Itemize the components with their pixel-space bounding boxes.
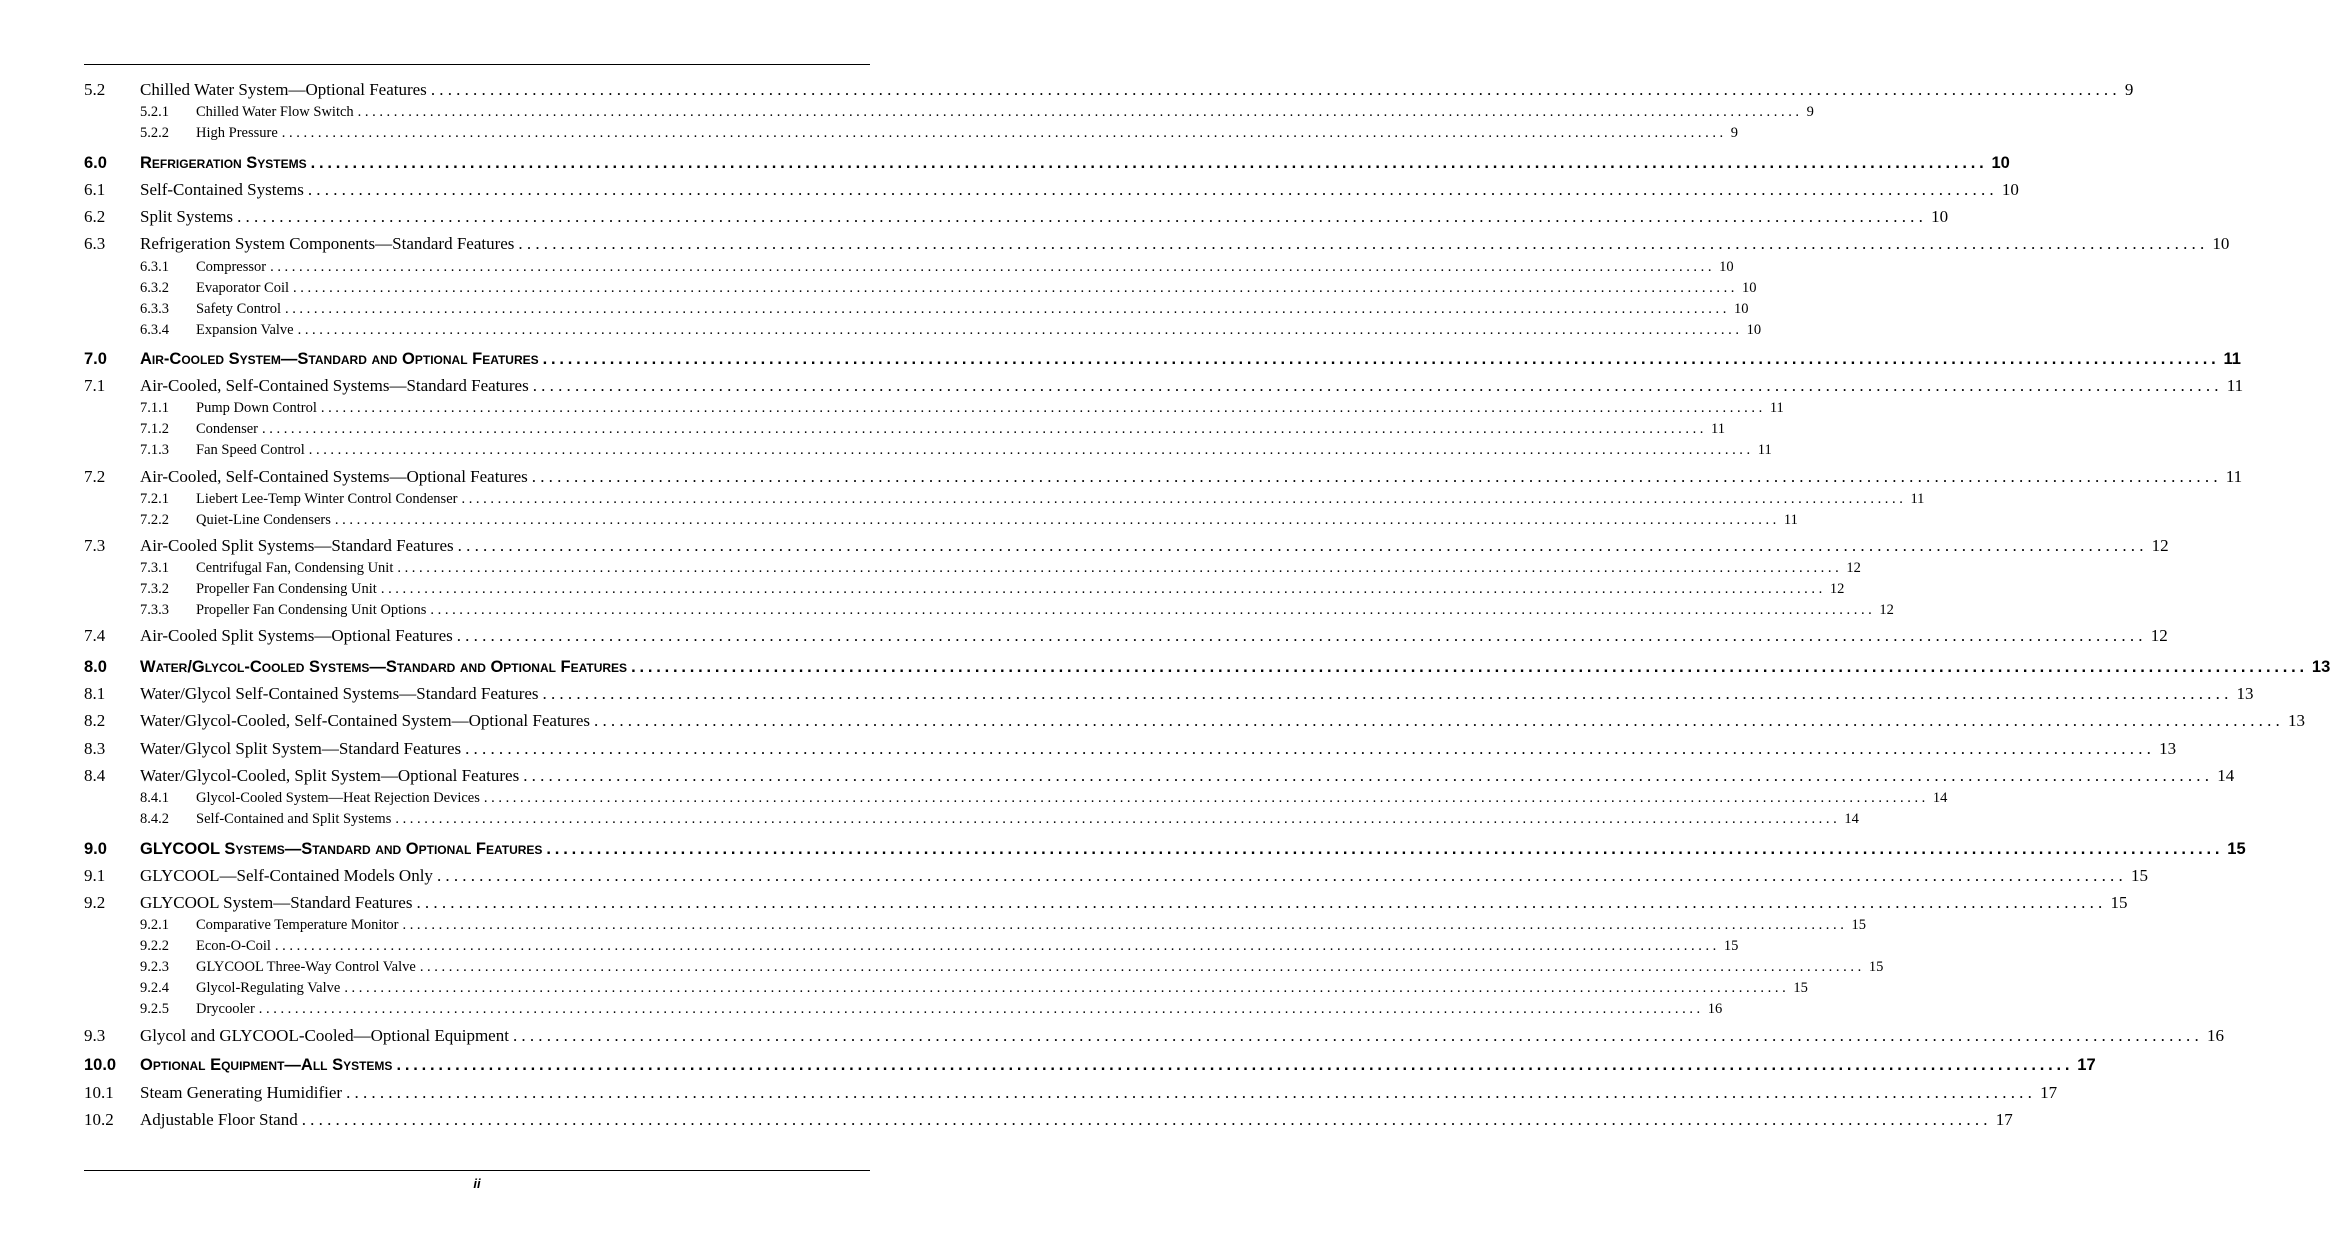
toc-dot-leader: ........................................................................................................................................................................................................: [395, 811, 1841, 827]
toc-dot-leader: ........................................................................................................................................................................................................: [284, 301, 1730, 317]
toc-entry-title: Refrigeration System Components—Standard Features: [140, 234, 515, 253]
toc-dot-leader: ........................................................................................................................................................................................................: [436, 866, 2127, 885]
toc-entry-page: 15: [1851, 917, 1866, 933]
toc-section-entry[interactable]: [84, 711, 2305, 731]
toc-dot-leader: ........................................................................................................................................................................................................: [344, 980, 1790, 996]
toc-entry-number: 7.1: [84, 376, 106, 395]
toc-subsection-entry[interactable]: [84, 811, 1859, 828]
toc-dot-leader: ........................................................................................................................................................................................................: [457, 536, 2148, 555]
toc-section-entry[interactable]: [84, 207, 1949, 227]
toc-entry-page: 11: [1910, 491, 1925, 507]
toc-entry-title: Water/Glycol Split System—Standard Features: [140, 739, 462, 758]
toc-dot-leader: ........................................................................................................................................................................................................: [274, 938, 1720, 954]
toc-entry-page: 16: [2206, 1026, 2224, 1045]
toc-dot-leader: ........................................................................................................................................................................................................: [461, 491, 1907, 507]
toc-entry-number: 7.2.1: [140, 491, 169, 507]
toc-entry-title: Expansion Valve: [196, 322, 294, 338]
toc-section-entry[interactable]: [84, 536, 2169, 556]
toc-entry-page: 13: [2288, 711, 2305, 730]
toc-section-entry[interactable]: [84, 234, 2230, 254]
toc-entry-title: Propeller Fan Condensing Unit Options: [196, 602, 427, 618]
toc-entry-number: 9.1: [84, 866, 106, 885]
toc-section-entry[interactable]: [84, 467, 2243, 487]
toc-subsection-entry[interactable]: [84, 491, 1925, 508]
toc-dot-leader: ........................................................................................................................................................................................................: [456, 626, 2147, 645]
toc-entry-number: 6.3.4: [140, 322, 169, 338]
toc-entry-page: 17: [2040, 1083, 2058, 1102]
toc-entry-number: 8.4.2: [140, 811, 169, 827]
toc-entry-number: 7.2.2: [140, 512, 169, 528]
toc-entry-number: 6.3.3: [140, 301, 169, 317]
toc-entry-title: Self-Contained Systems: [140, 180, 304, 199]
toc-entry-title: GLYCOOL—Self-Contained Models Only: [140, 866, 433, 885]
toc-entry-page: 9: [1730, 125, 1739, 141]
toc-section-entry[interactable]: [84, 1026, 2224, 1046]
toc-entry-title: GLYCOOL System—Standard Features: [140, 893, 413, 912]
toc-dot-leader: ........................................................................................................................................................................................................: [542, 350, 2220, 368]
toc-dot-leader: ........................................................................................................................................................................................................: [430, 80, 2121, 99]
toc-dot-leader: ........................................................................................................................................................................................................: [320, 400, 1766, 416]
toc-entry-number: 8.1: [84, 684, 106, 703]
toc-dot-leader: ........................................................................................................................................................................................................: [631, 658, 2308, 676]
toc-entry-page: 10: [1931, 207, 1949, 226]
toc-subsection-entry[interactable]: [84, 301, 1749, 318]
toc-dot-leader: ........................................................................................................................................................................................................: [512, 1026, 2203, 1045]
footer-rule: [84, 1170, 870, 1171]
toc-entry-title: GLYCOOL Systems—Standard and Optional Features: [140, 840, 543, 858]
toc-entry-title: Centrifugal Fan, Condensing Unit: [196, 560, 394, 576]
toc-entry-number: 7.1.1: [140, 400, 169, 416]
toc-subsection-entry[interactable]: [84, 980, 1808, 997]
toc-subsection-entry[interactable]: [84, 280, 1757, 297]
toc-dot-leader: ........................................................................................................................................................................................................: [396, 1056, 2074, 1074]
toc-subsection-entry[interactable]: [84, 421, 1725, 438]
toc-dot-leader: ........................................................................................................................................................................................................: [281, 125, 1727, 141]
toc-entry-title: Air-Cooled, Self-Contained Systems—Optional Features: [140, 467, 528, 486]
toc-section-entry[interactable]: [84, 80, 2134, 100]
toc-subsection-entry[interactable]: [84, 322, 1762, 339]
toc-dot-leader: ........................................................................................................................................................................................................: [483, 790, 1929, 806]
toc-dot-leader: ........................................................................................................................................................................................................: [297, 322, 1743, 338]
toc-entry-title: Glycol and GLYCOOL-Cooled—Optional Equipment: [140, 1026, 509, 1045]
toc-entry-number: 7.3.3: [140, 602, 169, 618]
toc-entry-number: 6.3: [84, 234, 106, 253]
toc-entry-page: 10: [2212, 234, 2230, 253]
toc-entry-title: Glycol-Cooled System—Heat Rejection Devices: [196, 790, 480, 806]
toc-entry-page: 17: [1995, 1110, 2013, 1129]
toc-entry-title: GLYCOOL Three-Way Control Valve: [196, 959, 416, 975]
toc-subsection-entry[interactable]: [84, 400, 1784, 417]
toc-entry-number: 5.2.1: [140, 104, 169, 120]
toc-entry-title: Propeller Fan Condensing Unit: [196, 581, 377, 597]
toc-subsection-entry[interactable]: [84, 959, 1884, 976]
toc-dot-leader: ........................................................................................................................................................................................................: [402, 917, 1848, 933]
toc-dot-leader: ........................................................................................................................................................................................................: [301, 1110, 1992, 1129]
toc-entry-title: Water/Glycol-Cooled, Split System—Optional Features: [140, 766, 520, 785]
toc-entry-page: 16: [1707, 1001, 1723, 1017]
toc-entry-page: 13: [2236, 684, 2254, 703]
toc-entry-title: Water/Glycol-Cooled Systems—Standard and Optional Features: [140, 658, 628, 676]
toc-dot-leader: ........................................................................................................................................................................................................: [594, 711, 2284, 730]
toc-entry-number: 9.2: [84, 893, 106, 912]
toc-dot-leader: ........................................................................................................................................................................................................: [237, 207, 1928, 226]
toc-entry-number: 9.2.1: [140, 917, 169, 933]
toc-dot-leader: ........................................................................................................................................................................................................: [430, 602, 1876, 618]
toc-entry-page: 9: [2124, 80, 2134, 99]
toc-subsection-entry[interactable]: [84, 104, 1814, 121]
toc-entry-number: 6.3.2: [140, 280, 169, 296]
toc-entry-number: 7.3: [84, 536, 106, 555]
toc-entry-title: Drycooler: [196, 1001, 255, 1017]
toc-dot-leader: ........................................................................................................................................................................................................: [397, 560, 1843, 576]
toc-entry-number: 7.4: [84, 626, 106, 645]
toc-entry-page: 15: [1868, 959, 1884, 975]
toc-dot-leader: ........................................................................................................................................................................................................: [518, 234, 2209, 253]
toc-entry-title: Optional Equipment—All Systems: [140, 1056, 393, 1074]
toc-entry-title: Econ-O-Coil: [196, 938, 271, 954]
toc-entry-title: Fan Speed Control: [196, 442, 305, 458]
toc-entry-number: 9.2.4: [140, 980, 169, 996]
toc-entry-number: 9.2.2: [140, 938, 169, 954]
toc-entry-page: 15: [2227, 840, 2246, 858]
toc-entry-number: 9.2.5: [140, 1001, 169, 1017]
toc-subsection-entry[interactable]: [84, 938, 1739, 955]
toc-dot-leader: ........................................................................................................................................................................................................: [465, 739, 2156, 758]
toc-entry-title: Chilled Water Flow Switch: [196, 104, 354, 120]
toc-entry-number: 10.0: [84, 1056, 117, 1074]
toc-section-entry[interactable]: [84, 626, 2168, 646]
toc-entry-title: Chilled Water System—Optional Features: [140, 80, 427, 99]
toc-subsection-entry[interactable]: [84, 560, 1861, 577]
toc-section-entry[interactable]: [84, 1083, 2058, 1103]
toc-chapter-entry[interactable]: [84, 840, 2246, 859]
toc-entry-number: 5.2.2: [140, 125, 169, 141]
toc-entry-number: 8.4: [84, 766, 106, 785]
toc-entry-number: 7.2: [84, 467, 106, 486]
toc-subsection-entry[interactable]: [84, 442, 1772, 459]
toc-section-entry[interactable]: [84, 766, 2235, 786]
toc-dot-leader: ........................................................................................................................................................................................................: [357, 104, 1803, 120]
toc-dot-leader: ........................................................................................................................................................................................................: [523, 766, 2214, 785]
toc-dot-leader: ........................................................................................................................................................................................................: [293, 280, 1739, 296]
toc-entry-page: 11: [2223, 350, 2241, 368]
toc-subsection-entry[interactable]: [84, 1001, 1723, 1018]
toc-subsection-entry[interactable]: [84, 602, 1894, 619]
toc-section-entry[interactable]: [84, 866, 2148, 886]
toc-entry-page: 10: [1733, 301, 1749, 317]
toc-section-entry[interactable]: [84, 739, 2177, 759]
toc-entry-page: 10: [1746, 322, 1762, 338]
toc-entry-number: 5.2: [84, 80, 106, 99]
toc-entry-number: 6.3.1: [140, 259, 169, 275]
toc-dot-leader: ........................................................................................................................................................................................................: [416, 893, 2107, 912]
toc-entry-page: 13: [2159, 739, 2177, 758]
toc-subsection-entry[interactable]: [84, 259, 1734, 276]
toc-chapter-entry[interactable]: [84, 658, 2330, 677]
toc-entry-page: 15: [2130, 866, 2148, 885]
toc-entry-page: 15: [1793, 980, 1808, 996]
toc-dot-leader: ........................................................................................................................................................................................................: [532, 376, 2223, 395]
toc-entry-page: 11: [2225, 467, 2243, 486]
toc-entry-page: 12: [1829, 581, 1845, 597]
toc-entry-title: Evaporator Coil: [196, 280, 290, 296]
toc-entry-title: Air-Cooled, Self-Contained Systems—Standard Features: [140, 376, 529, 395]
toc-section-entry[interactable]: [84, 893, 2128, 913]
toc-chapter-entry[interactable]: [84, 350, 2241, 369]
toc-section-entry[interactable]: [84, 684, 2254, 704]
toc-entry-title: Comparative Temperature Monitor: [196, 917, 399, 933]
toc-entry-page: 10: [2001, 180, 2019, 199]
toc-entry-page: 11: [1757, 442, 1772, 458]
toc-entry-page: 17: [2077, 1056, 2096, 1074]
toc-dot-leader: ........................................................................................................................................................................................................: [307, 180, 1998, 199]
toc-entry-number: 7.3.1: [140, 560, 169, 576]
toc-entry-number: 7.1.2: [140, 421, 169, 437]
toc-entry-page: 11: [1783, 512, 1798, 528]
toc-entry-number: 8.2: [84, 711, 106, 730]
toc-entry-number: 6.1: [84, 180, 106, 199]
toc-entry-number: 9.0: [84, 840, 107, 858]
toc-dot-leader: ........................................................................................................................................................................................................: [346, 1083, 2037, 1102]
toc-entry-title: Glycol-Regulating Valve: [196, 980, 341, 996]
toc-entry-number: 6.0: [84, 154, 107, 172]
toc-dot-leader: ........................................................................................................................................................................................................: [262, 421, 1708, 437]
toc-entry-title: Air-Cooled System—Standard and Optional Features: [140, 350, 539, 368]
toc-dot-leader: ........................................................................................................................................................................................................: [270, 259, 1716, 275]
toc-entry-number: 10.1: [84, 1083, 114, 1102]
toc-entry-page: 9: [1806, 104, 1814, 120]
footer-page-number: ii: [473, 1176, 481, 1191]
toc-entry-title: Split Systems: [140, 207, 234, 226]
toc-entry-number: 8.3: [84, 739, 106, 758]
toc-entry-number: 7.0: [84, 350, 107, 368]
toc-entry-title: Air-Cooled Split Systems—Optional Features: [140, 626, 453, 645]
toc-entry-page: 11: [1769, 400, 1784, 416]
toc-entry-number: 10.2: [84, 1110, 114, 1129]
toc-entry-number: 6.2: [84, 207, 106, 226]
toc-subsection-entry[interactable]: [84, 790, 1948, 807]
toc-entry-page: 12: [2150, 626, 2168, 645]
toc-entry-page: 12: [1879, 602, 1894, 618]
toc-entry-title: Liebert Lee-Temp Winter Control Condenser: [196, 491, 458, 507]
toc-entry-page: 14: [1932, 790, 1948, 806]
toc-entry-title: Compressor: [196, 259, 267, 275]
toc-entry-page: 13: [2311, 658, 2330, 676]
toc-subsection-entry[interactable]: [84, 917, 1866, 934]
toc-dot-leader: ........................................................................................................................................................................................................: [310, 154, 1988, 172]
toc-entry-title: Water/Glycol Self-Contained Systems—Standard Features: [140, 684, 539, 703]
toc-entry-title: Self-Contained and Split Systems: [196, 811, 392, 827]
toc-entry-number: 9.3: [84, 1026, 106, 1045]
toc-entry-number: 8.0: [84, 658, 107, 676]
toc-section-entry[interactable]: [84, 376, 2244, 396]
toc-dot-leader: ........................................................................................................................................................................................................: [419, 959, 1865, 975]
toc-entry-title: Steam Generating Humidifier: [140, 1083, 343, 1102]
toc-entry-title: Quiet-Line Condensers: [196, 512, 331, 528]
toc-entry-page: 15: [2110, 893, 2128, 912]
toc-dot-leader: ........................................................................................................................................................................................................: [531, 467, 2222, 486]
toc-entry-title: Safety Control: [196, 301, 281, 317]
toc-entry-title: Air-Cooled Split Systems—Standard Features: [140, 536, 454, 555]
toc-entry-number: 7.1.3: [140, 442, 169, 458]
toc-dot-leader: ........................................................................................................................................................................................................: [334, 512, 1780, 528]
toc-dot-leader: ........................................................................................................................................................................................................: [542, 684, 2233, 703]
toc-subsection-entry[interactable]: [84, 512, 1798, 529]
toc-section-entry[interactable]: [84, 180, 2019, 200]
toc-entry-page: 12: [2151, 536, 2169, 555]
toc-entry-page: 10: [1742, 280, 1757, 296]
toc-section-entry[interactable]: [84, 1110, 2013, 1130]
toc-entry-title: Pump Down Control: [196, 400, 317, 416]
toc-entry-number: 9.2.3: [140, 959, 169, 975]
toc-subsection-entry[interactable]: [84, 581, 1845, 598]
toc-entry-title: Adjustable Floor Stand: [140, 1110, 298, 1129]
toc-entry-page: 14: [2217, 766, 2235, 785]
toc-entry-title: Condenser: [196, 421, 259, 437]
toc-entry-number: 8.4.1: [140, 790, 169, 806]
toc-entry-title: High Pressure: [196, 125, 278, 141]
toc-entry-page: 11: [2226, 376, 2244, 395]
toc-entry-number: 7.3.2: [140, 581, 169, 597]
toc-entry-page: 14: [1844, 811, 1859, 827]
toc-chapter-entry[interactable]: [84, 1056, 2096, 1075]
toc-entry-title: Water/Glycol-Cooled, Self-Contained System—Optional Features: [140, 711, 590, 730]
toc-entry-title: Refrigeration Systems: [140, 154, 307, 172]
toc-entry-page: 11: [1711, 421, 1725, 437]
toc-dot-leader: ........................................................................................................................................................................................................: [308, 442, 1754, 458]
toc-chapter-entry[interactable]: [84, 154, 2010, 173]
toc-entry-page: 10: [1719, 259, 1734, 275]
toc-dot-leader: ........................................................................................................................................................................................................: [546, 840, 2224, 858]
toc-subsection-entry[interactable]: [84, 125, 1739, 142]
toc-dot-leader: ........................................................................................................................................................................................................: [258, 1001, 1704, 1017]
toc-entry-page: 15: [1723, 938, 1739, 954]
toc-dot-leader: ........................................................................................................................................................................................................: [380, 581, 1826, 597]
toc-entry-page: 10: [1991, 154, 2010, 172]
toc-entry-page: 12: [1846, 560, 1861, 576]
